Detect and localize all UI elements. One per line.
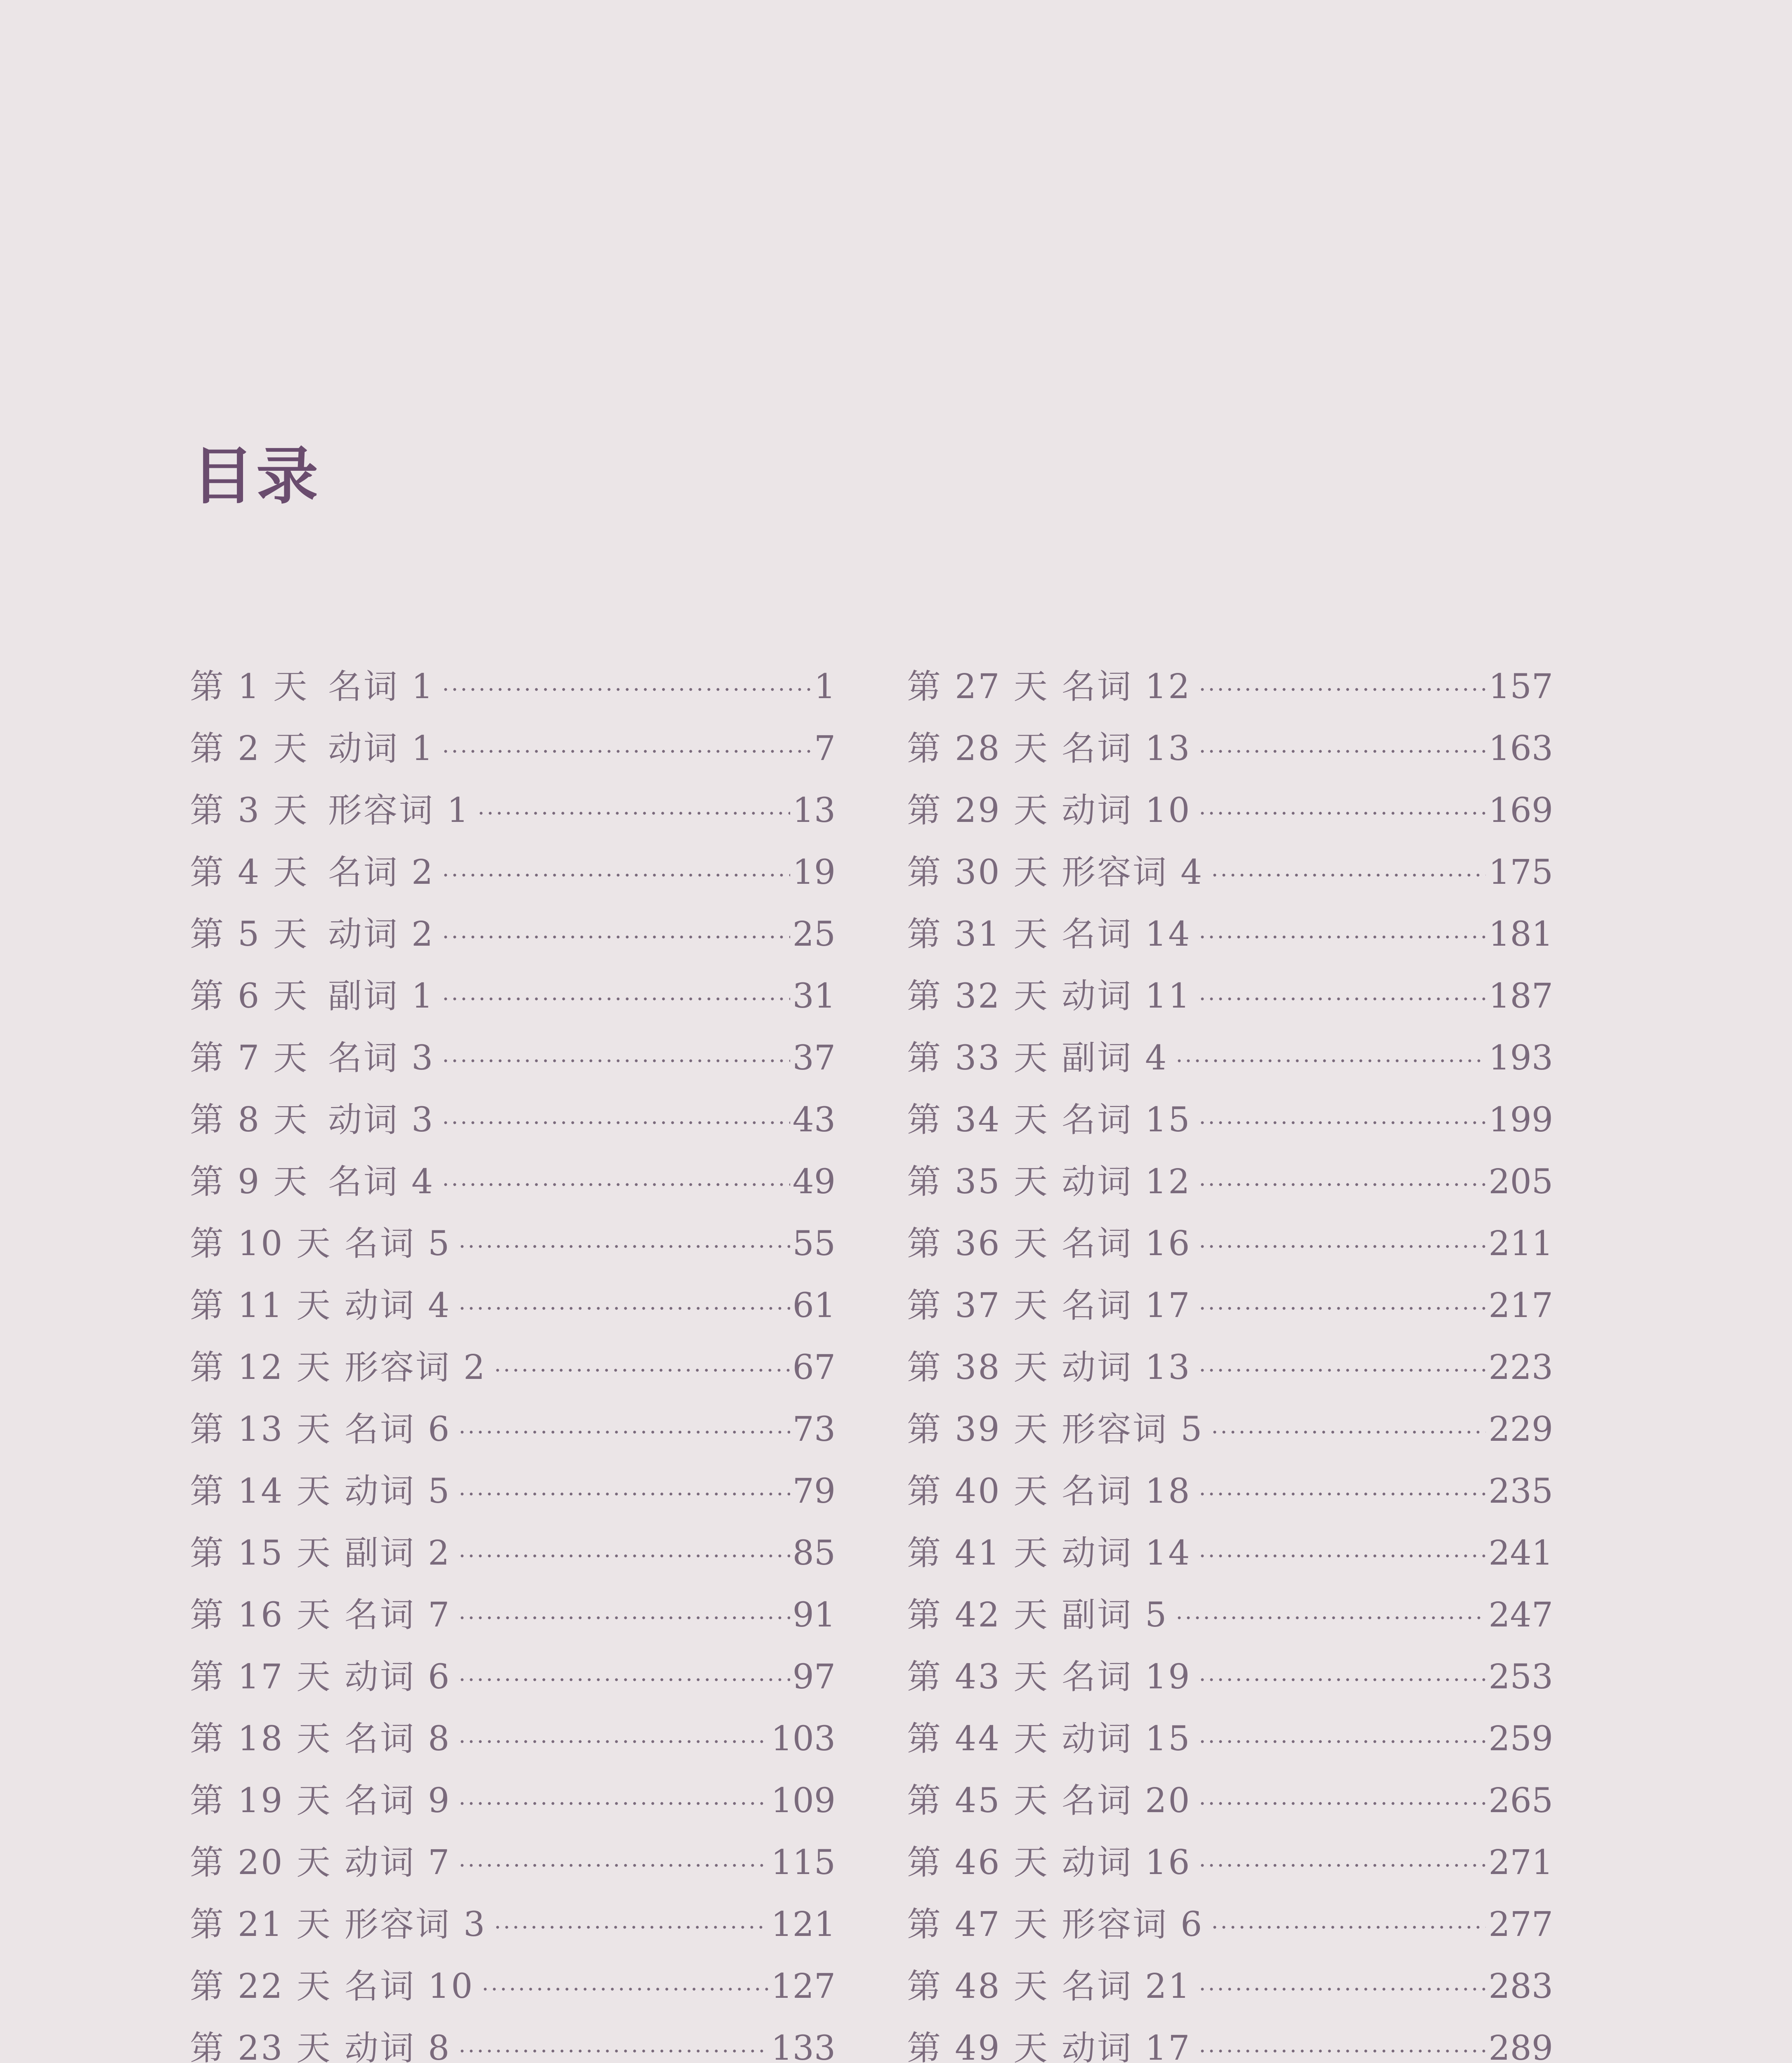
toc-day: 第 4 天 [190, 853, 309, 892]
toc-day: 第 22 天 [190, 1967, 332, 2006]
toc-entry[interactable] [907, 1151, 1553, 1213]
toc-entry[interactable] [907, 842, 1553, 904]
toc-topic: 形容词 4 [1062, 853, 1204, 892]
toc-topic: 动词 1 [328, 729, 435, 768]
dot-leader [458, 1492, 790, 1496]
toc-topic: 名词 1 [328, 667, 435, 706]
dot-leader [441, 1059, 790, 1062]
toc-day: 第 45 天 [907, 1781, 1049, 1820]
dot-leader [1210, 1926, 1486, 1929]
toc-day: 第 39 天 [907, 1410, 1049, 1449]
toc-day: 第 8 天 [190, 1100, 309, 1140]
toc-topic: 副词 5 [1062, 1596, 1169, 1635]
toc-day: 第 14 天 [190, 1472, 332, 1511]
toc-day: 第 3 天 [190, 791, 309, 830]
dot-leader [1198, 1554, 1486, 1558]
toc-day: 第 11 天 [190, 1286, 332, 1325]
toc-topic: 名词 20 [1062, 1781, 1192, 1820]
toc-entry[interactable] [907, 1956, 1553, 2018]
toc-topic: 动词 14 [1062, 1534, 1192, 1573]
toc-day: 第 42 天 [907, 1596, 1049, 1635]
dot-leader [1198, 688, 1486, 691]
toc-topic: 名词 9 [345, 1781, 451, 1820]
toc-day: 第 29 天 [907, 791, 1049, 830]
dot-leader [458, 2049, 768, 2053]
toc-page-number: 67 [792, 1348, 836, 1387]
toc-entry[interactable] [190, 1027, 836, 1089]
toc-topic: 动词 4 [345, 1286, 451, 1325]
toc-entry[interactable] [907, 2018, 1553, 2063]
toc-day: 第 15 天 [190, 1534, 332, 1573]
toc-day: 第 10 天 [190, 1224, 332, 1263]
toc-page-number: 7 [814, 729, 836, 768]
toc-page-number: 241 [1488, 1534, 1553, 1573]
toc-page-number: 25 [792, 915, 836, 954]
toc-entry[interactable] [907, 1399, 1553, 1461]
dot-leader [481, 1987, 768, 1991]
toc-page-number: 211 [1488, 1224, 1553, 1263]
dot-leader [1198, 1245, 1486, 1248]
toc-page-number: 253 [1488, 1657, 1553, 1697]
toc-entry[interactable] [907, 1337, 1553, 1399]
toc-entry[interactable] [907, 904, 1553, 965]
toc-topic: 动词 2 [328, 915, 435, 954]
toc-topic: 动词 7 [345, 1843, 451, 1882]
toc-day: 第 18 天 [190, 1719, 332, 1759]
toc-topic: 动词 8 [345, 2029, 451, 2063]
toc-entry[interactable] [190, 1275, 836, 1337]
toc-day: 第 37 天 [907, 1286, 1049, 1325]
toc-entry[interactable] [907, 1027, 1553, 1089]
toc-entry[interactable] [190, 1522, 836, 1584]
toc-day: 第 33 天 [907, 1039, 1049, 1078]
toc-topic: 名词 7 [345, 1596, 451, 1635]
toc-day: 第 44 天 [907, 1719, 1049, 1759]
toc-topic: 名词 10 [345, 1967, 475, 2006]
toc-day: 第 7 天 [190, 1039, 309, 1078]
toc-topic: 名词 19 [1062, 1657, 1192, 1697]
dot-leader [1198, 1802, 1486, 1805]
toc-page-number: 31 [792, 977, 836, 1016]
toc-page-number: 85 [792, 1534, 836, 1573]
toc-page-number: 217 [1488, 1286, 1553, 1325]
toc-topic: 动词 17 [1062, 2029, 1192, 2063]
dot-leader [1210, 873, 1486, 877]
toc-page-number: 277 [1488, 1905, 1553, 1944]
toc-entry[interactable] [190, 1708, 836, 1770]
toc-entry[interactable] [190, 1461, 836, 1522]
toc-entry[interactable] [190, 1770, 836, 1832]
toc-page-number: 109 [771, 1781, 836, 1820]
toc-entry[interactable] [190, 1956, 836, 2018]
toc-topic: 形容词 1 [328, 791, 470, 830]
toc-entry[interactable] [907, 1461, 1553, 1522]
dot-leader [441, 1183, 790, 1186]
dot-leader [441, 935, 790, 939]
toc-page-number: 247 [1488, 1596, 1553, 1635]
toc-topic: 副词 4 [1062, 1039, 1169, 1078]
toc-day: 第 36 天 [907, 1224, 1049, 1263]
dot-leader [441, 1121, 790, 1124]
dot-leader [441, 997, 790, 1001]
dot-leader [458, 1616, 790, 1619]
toc-page-number: 235 [1488, 1472, 1553, 1511]
toc-entry[interactable] [907, 780, 1553, 842]
dot-leader [1198, 1369, 1486, 1372]
toc-entry[interactable] [190, 842, 836, 904]
toc-page-number: 121 [771, 1905, 836, 1944]
toc-day: 第 19 天 [190, 1781, 332, 1820]
toc-entry[interactable] [907, 718, 1553, 780]
toc-page-number: 229 [1488, 1410, 1553, 1449]
dot-leader [1198, 1492, 1486, 1496]
dot-leader [458, 1740, 768, 1743]
toc-page-number: 55 [792, 1224, 836, 1263]
dot-leader [1198, 997, 1486, 1001]
toc-day: 第 43 天 [907, 1657, 1049, 1697]
dot-leader [1175, 1616, 1486, 1619]
dot-leader [493, 1926, 768, 1929]
toc-topic: 名词 13 [1062, 729, 1192, 768]
toc-entry[interactable] [907, 1213, 1553, 1275]
toc-column-left [190, 656, 836, 2063]
toc-page-number: 103 [771, 1719, 836, 1759]
dot-leader [458, 1864, 768, 1867]
toc-topic: 形容词 2 [345, 1348, 487, 1387]
dot-leader [493, 1369, 790, 1372]
toc-entry[interactable] [190, 1832, 836, 1894]
toc-day: 第 30 天 [907, 853, 1049, 892]
toc-day: 第 23 天 [190, 2029, 332, 2063]
toc-entry[interactable] [907, 1275, 1553, 1337]
toc-topic: 名词 12 [1062, 667, 1192, 706]
toc-day: 第 9 天 [190, 1162, 309, 1201]
dot-leader [1198, 1183, 1486, 1186]
toc-day: 第 21 天 [190, 1905, 332, 1944]
toc-page-number: 163 [1488, 729, 1553, 768]
toc-topic: 名词 5 [345, 1224, 451, 1263]
dot-leader [1198, 2049, 1486, 2053]
toc-entry[interactable] [190, 904, 836, 965]
dot-leader [458, 1678, 790, 1681]
toc-topic: 名词 18 [1062, 1472, 1192, 1511]
toc-topic: 动词 11 [1062, 977, 1192, 1016]
toc-entry[interactable] [907, 1832, 1553, 1894]
toc-day: 第 49 天 [907, 2029, 1049, 2063]
toc-entry[interactable] [190, 718, 836, 780]
toc-page-number: 265 [1488, 1781, 1553, 1820]
toc-entry[interactable] [190, 1337, 836, 1399]
toc-topic: 名词 21 [1062, 1967, 1192, 2006]
toc-day: 第 32 天 [907, 977, 1049, 1016]
toc-entry[interactable] [907, 1894, 1553, 1956]
dot-leader [1198, 1307, 1486, 1310]
toc-topic: 副词 1 [328, 977, 435, 1016]
toc-day: 第 35 天 [907, 1162, 1049, 1201]
toc-topic: 动词 10 [1062, 791, 1192, 830]
toc-entry[interactable] [907, 965, 1553, 1027]
toc-page-number: 175 [1488, 853, 1553, 892]
toc-topic: 动词 5 [345, 1472, 451, 1511]
toc-day: 第 40 天 [907, 1472, 1049, 1511]
toc-entry[interactable] [907, 656, 1553, 718]
dot-leader [1198, 1987, 1486, 1991]
toc-page-number: 157 [1488, 667, 1553, 706]
toc-topic: 动词 16 [1062, 1843, 1192, 1882]
page-title: 目录 [192, 441, 321, 512]
toc-page-number: 271 [1488, 1843, 1553, 1882]
toc-day: 第 38 天 [907, 1348, 1049, 1387]
toc-day: 第 34 天 [907, 1100, 1049, 1140]
toc-topic: 名词 15 [1062, 1100, 1192, 1140]
toc-entry[interactable] [190, 1646, 836, 1708]
dot-leader [441, 688, 812, 691]
toc-entry[interactable] [190, 780, 836, 842]
toc-topic: 名词 4 [328, 1162, 435, 1201]
toc-page-number: 169 [1488, 791, 1553, 830]
toc-page-number: 61 [792, 1286, 836, 1325]
toc-entry[interactable] [190, 2018, 836, 2063]
toc-day: 第 46 天 [907, 1843, 1049, 1882]
toc-entry[interactable] [190, 1089, 836, 1151]
toc-entry[interactable] [907, 1522, 1553, 1584]
toc-page-number: 199 [1488, 1100, 1553, 1140]
toc-page-number: 19 [792, 853, 836, 892]
toc-day: 第 48 天 [907, 1967, 1049, 2006]
toc-entry[interactable] [190, 1399, 836, 1461]
dot-leader [477, 812, 790, 815]
toc-page-number: 115 [771, 1843, 836, 1882]
toc-topic: 动词 6 [345, 1657, 451, 1697]
toc-page-number: 289 [1488, 2029, 1553, 2063]
toc-topic: 名词 16 [1062, 1224, 1192, 1263]
dot-leader [441, 873, 790, 877]
toc-page-number: 187 [1488, 977, 1553, 1016]
toc-day: 第 20 天 [190, 1843, 332, 1882]
toc-page-number: 133 [771, 2029, 836, 2063]
toc-page-number: 127 [771, 1967, 836, 2006]
toc-page-number: 223 [1488, 1348, 1553, 1387]
dot-leader [1210, 1430, 1486, 1434]
toc-topic: 名词 2 [328, 853, 435, 892]
dot-leader [458, 1245, 790, 1248]
dot-leader [1175, 1059, 1486, 1062]
toc-page-number: 79 [792, 1472, 836, 1511]
toc-entry[interactable] [190, 965, 836, 1027]
toc-page-number: 37 [792, 1039, 836, 1078]
toc-day: 第 12 天 [190, 1348, 332, 1387]
toc-day: 第 1 天 [190, 667, 309, 706]
dot-leader [1198, 812, 1486, 815]
toc-topic: 名词 3 [328, 1039, 435, 1078]
toc-entry[interactable] [907, 1770, 1553, 1832]
toc-day: 第 27 天 [907, 667, 1049, 706]
toc-topic: 名词 6 [345, 1410, 451, 1449]
toc-topic: 动词 12 [1062, 1162, 1192, 1201]
toc-day: 第 41 天 [907, 1534, 1049, 1573]
toc-page-number: 97 [792, 1657, 836, 1697]
toc-topic: 形容词 6 [1062, 1905, 1204, 1944]
toc-topic: 名词 8 [345, 1719, 451, 1759]
toc-topic: 形容词 5 [1062, 1410, 1204, 1449]
toc-page-number: 49 [792, 1162, 836, 1201]
dot-leader [1198, 1121, 1486, 1124]
dot-leader [458, 1307, 790, 1310]
toc-entry[interactable] [907, 1646, 1553, 1708]
toc-column-right [907, 656, 1553, 2063]
toc-topic: 动词 13 [1062, 1348, 1192, 1387]
toc-topic: 副词 2 [345, 1534, 451, 1573]
toc-page-number: 193 [1488, 1039, 1553, 1078]
dot-leader [1198, 1864, 1486, 1867]
toc-topic: 形容词 3 [345, 1905, 487, 1944]
toc-topic: 动词 15 [1062, 1719, 1192, 1759]
toc-entry[interactable] [907, 1089, 1553, 1151]
toc-page-number: 13 [792, 791, 836, 830]
toc-page-number: 43 [792, 1100, 836, 1140]
toc-page-number: 73 [792, 1410, 836, 1449]
dot-leader [1198, 1740, 1486, 1743]
toc-day: 第 31 天 [907, 915, 1049, 954]
dot-leader [458, 1554, 790, 1558]
dot-leader [1198, 750, 1486, 753]
toc-entry[interactable] [907, 1584, 1553, 1646]
dot-leader [1198, 935, 1486, 939]
toc-topic: 名词 17 [1062, 1286, 1192, 1325]
toc-entry[interactable] [907, 1708, 1553, 1770]
toc-day: 第 13 天 [190, 1410, 332, 1449]
toc-page-number: 1 [814, 667, 836, 706]
toc-page-number: 283 [1488, 1967, 1553, 2006]
toc-topic: 名词 14 [1062, 915, 1192, 954]
toc-day: 第 2 天 [190, 729, 309, 768]
toc-page-number: 91 [792, 1596, 836, 1635]
toc-entry[interactable] [190, 1584, 836, 1646]
toc-entry[interactable] [190, 1213, 836, 1275]
toc-topic: 动词 3 [328, 1100, 435, 1140]
toc-day: 第 16 天 [190, 1596, 332, 1635]
dot-leader [458, 1802, 768, 1805]
toc-day: 第 6 天 [190, 977, 309, 1016]
toc-entry[interactable] [190, 656, 836, 718]
dot-leader [1198, 1678, 1486, 1681]
toc-entry[interactable] [190, 1894, 836, 1956]
dot-leader [458, 1430, 790, 1434]
toc-day: 第 17 天 [190, 1657, 332, 1697]
toc-page-number: 205 [1488, 1162, 1553, 1201]
dot-leader [441, 750, 812, 753]
toc-entry[interactable] [190, 1151, 836, 1213]
toc-page-number: 181 [1488, 915, 1553, 954]
toc-page-number: 259 [1488, 1719, 1553, 1759]
toc-day: 第 28 天 [907, 729, 1049, 768]
toc-day: 第 47 天 [907, 1905, 1049, 1944]
toc-day: 第 5 天 [190, 915, 309, 954]
